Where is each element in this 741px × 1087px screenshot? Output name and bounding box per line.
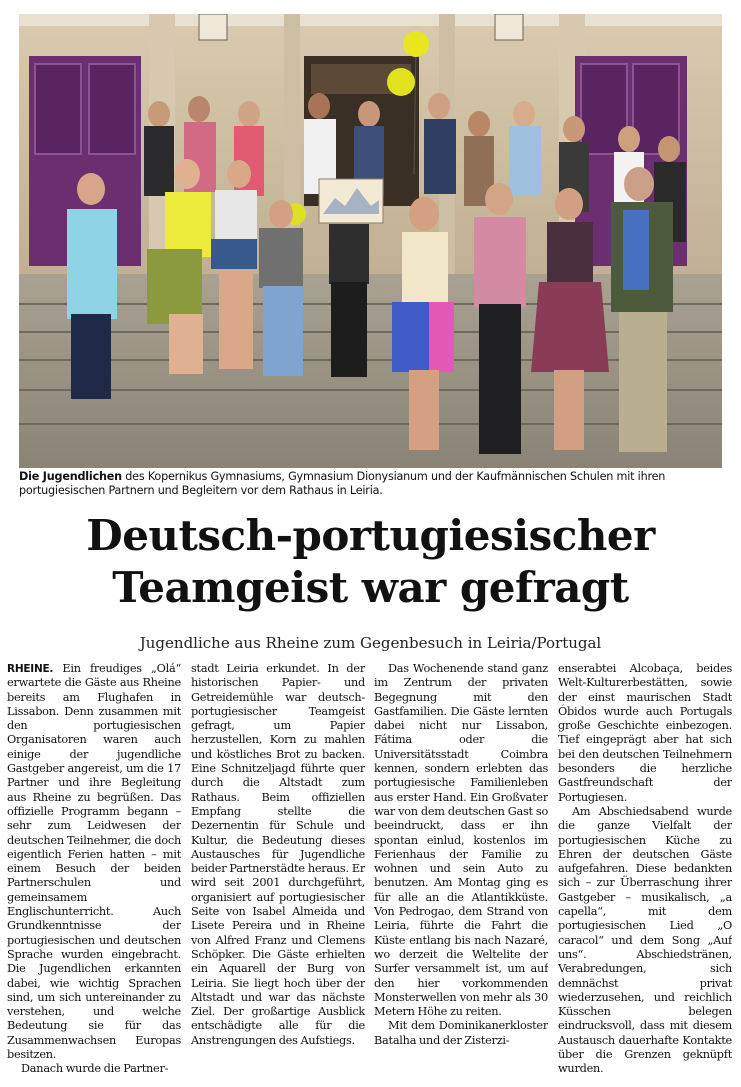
article-column-2	[191, 662, 365, 1082]
headline-line-1: Deutsch-portugiesischer	[86, 511, 655, 560]
headline-line-2: Teamgeist war gefragt	[112, 563, 629, 612]
article-body	[7, 662, 734, 1082]
article-column-1	[7, 662, 181, 1082]
caption-text: des Kopernikus Gymnasiums, Gymnasium Dionysianum und der Kaufmännischen Schulen mit ihren portugiesischen Partnern und Begleitern vor dem Rathaus in Leiria.	[19, 470, 666, 497]
dateline: RHEINE.	[7, 663, 54, 675]
paragraph: Mit dem Dominikanerkloster Batalha und der Zisterzi-	[374, 1019, 548, 1047]
paragraph: enserabtei Alcobaça, beides Welt-Kulturerbestätten, sowie der einst maurischen Stadt Óbidos wurde auch Portugals große Geschichte einbezogen. Tief eingeprägt aber hat sich bei den deutschen Teilnehmern besonders die herzliche Gastfreundschaft der Portugiesen.	[558, 662, 732, 804]
paragraph: stadt Leiria erkundet. In der historischen Papier- und Getreidemühle war deutsch-portugiesischer Teamgeist gefragt, um Papier herzustellen, Korn zu mahlen und köstliches Brot zu backen. Eine Schnitzeljagd führte quer durch die Altstadt zum Rathaus. Beim offiziellen Empfang stellte die Dezernentin für Schule und Kultur, die Bedeutung dieses Austausches für Jugendliche beider Partnerstädte heraus. Er wird seit 2001 durchgeführt, organisiert auf portugiesischer Seite von Isabel Almeida und Lisete Pereira und in Rheine von Alfred Franz und Clemens Schöpker. Die Gäste erhielten ein Aquarell der Burg von Leiria. Sie liegt hoch über der Altstadt und war das nächste Ziel. Der großartige Ausblick entschädigte alle für die Anstrengungen des Aufstiegs.	[191, 662, 365, 1047]
subheadline: Jugendliche aus Rheine zum Gegenbesuch in Leiria/Portugal	[139, 634, 602, 652]
paragraph-text: Ein freudiges „Olá“ erwartete die Gäste aus Rheine bereits am Flughafen in Lissabon. Denn zusammen mit den portugiesischen Organisatoren waren auch einige der jugendliche Gastgeber angereist, um die 17 Partner und ihre Begleitung aus Rheine zu begrüßen. Das offizielle Programm begann – sehr zum Leidwesen der deutschen Teilnehmer, die doch eigentlich Ferien hatten – mit einem Besuch der beiden Partnerschulen und gemeinsamem Englischunterricht. Auch Grundkenntnisse der portugiesischen und deutschen Sprache wurden eingebracht. Die Jugendlichen erkannten dabei, wie wichtig Sprachen sind, um sich untereinander zu verstehen, und welche Bedeutung sie für das Zusammenwachsen Europas besitzen.	[7, 662, 181, 1062]
paragraph: Danach wurde die Partner-	[21, 1062, 169, 1076]
caption-lead: Die Jugendlichen	[19, 470, 122, 483]
group-photo	[19, 14, 722, 468]
article-column-4	[558, 662, 732, 1082]
paragraph: Das Wochenende stand ganz im Zentrum der privaten Begegnung mit den Gastfamilien. Die Gäste lernten dabei nicht nur Lissabon, Fátima oder die Universitätsstadt Coimbra kennen, sondern erlebten das portugiesische Familienleben aus erster Hand. Ein Großvater war von dem deutschen Gast so beeindruckt, dass er ihn spontan einlud, kostenlos im Ferienhaus der Familie zu wohnen und sein Auto zu benutzen. Am Montag ging es für alle an die Atlantikküste. Von Pedrogao, dem Strand von Leiria, führte die Fahrt die Küste entlang bis nach Nazaré, wo derzeit die Weltelite der Surfer versammelt ist, um auf den hier vorkommenden Monsterwellen von mehr als 30 Metern Höhe zu reiten.	[374, 662, 548, 1019]
photo-caption	[19, 470, 722, 498]
article-column-3	[374, 662, 548, 1082]
paragraph: Am Abschiedsabend wurde die ganze Vielfalt der portugiesischen Küche zu Ehren der deutschen Gäste aufgefahren. Diese bedankten sich – zur Überraschung ihrer Gastgeber – musikalisch, „a capella“, mit dem portugiesischen Lied „O caracol“ und dem Song „Auf uns“. Abschiedstränen, Verabredungen, sich demnächst privat wiederzusehen, und reichlich Küsschen belegen eindrucksvoll, dass mit diesem Austausch dauerhafte Kontakte über die Grenzen geknüpft wurden.	[558, 804, 732, 1076]
paragraph	[7, 662, 181, 1062]
headline	[0, 510, 741, 614]
